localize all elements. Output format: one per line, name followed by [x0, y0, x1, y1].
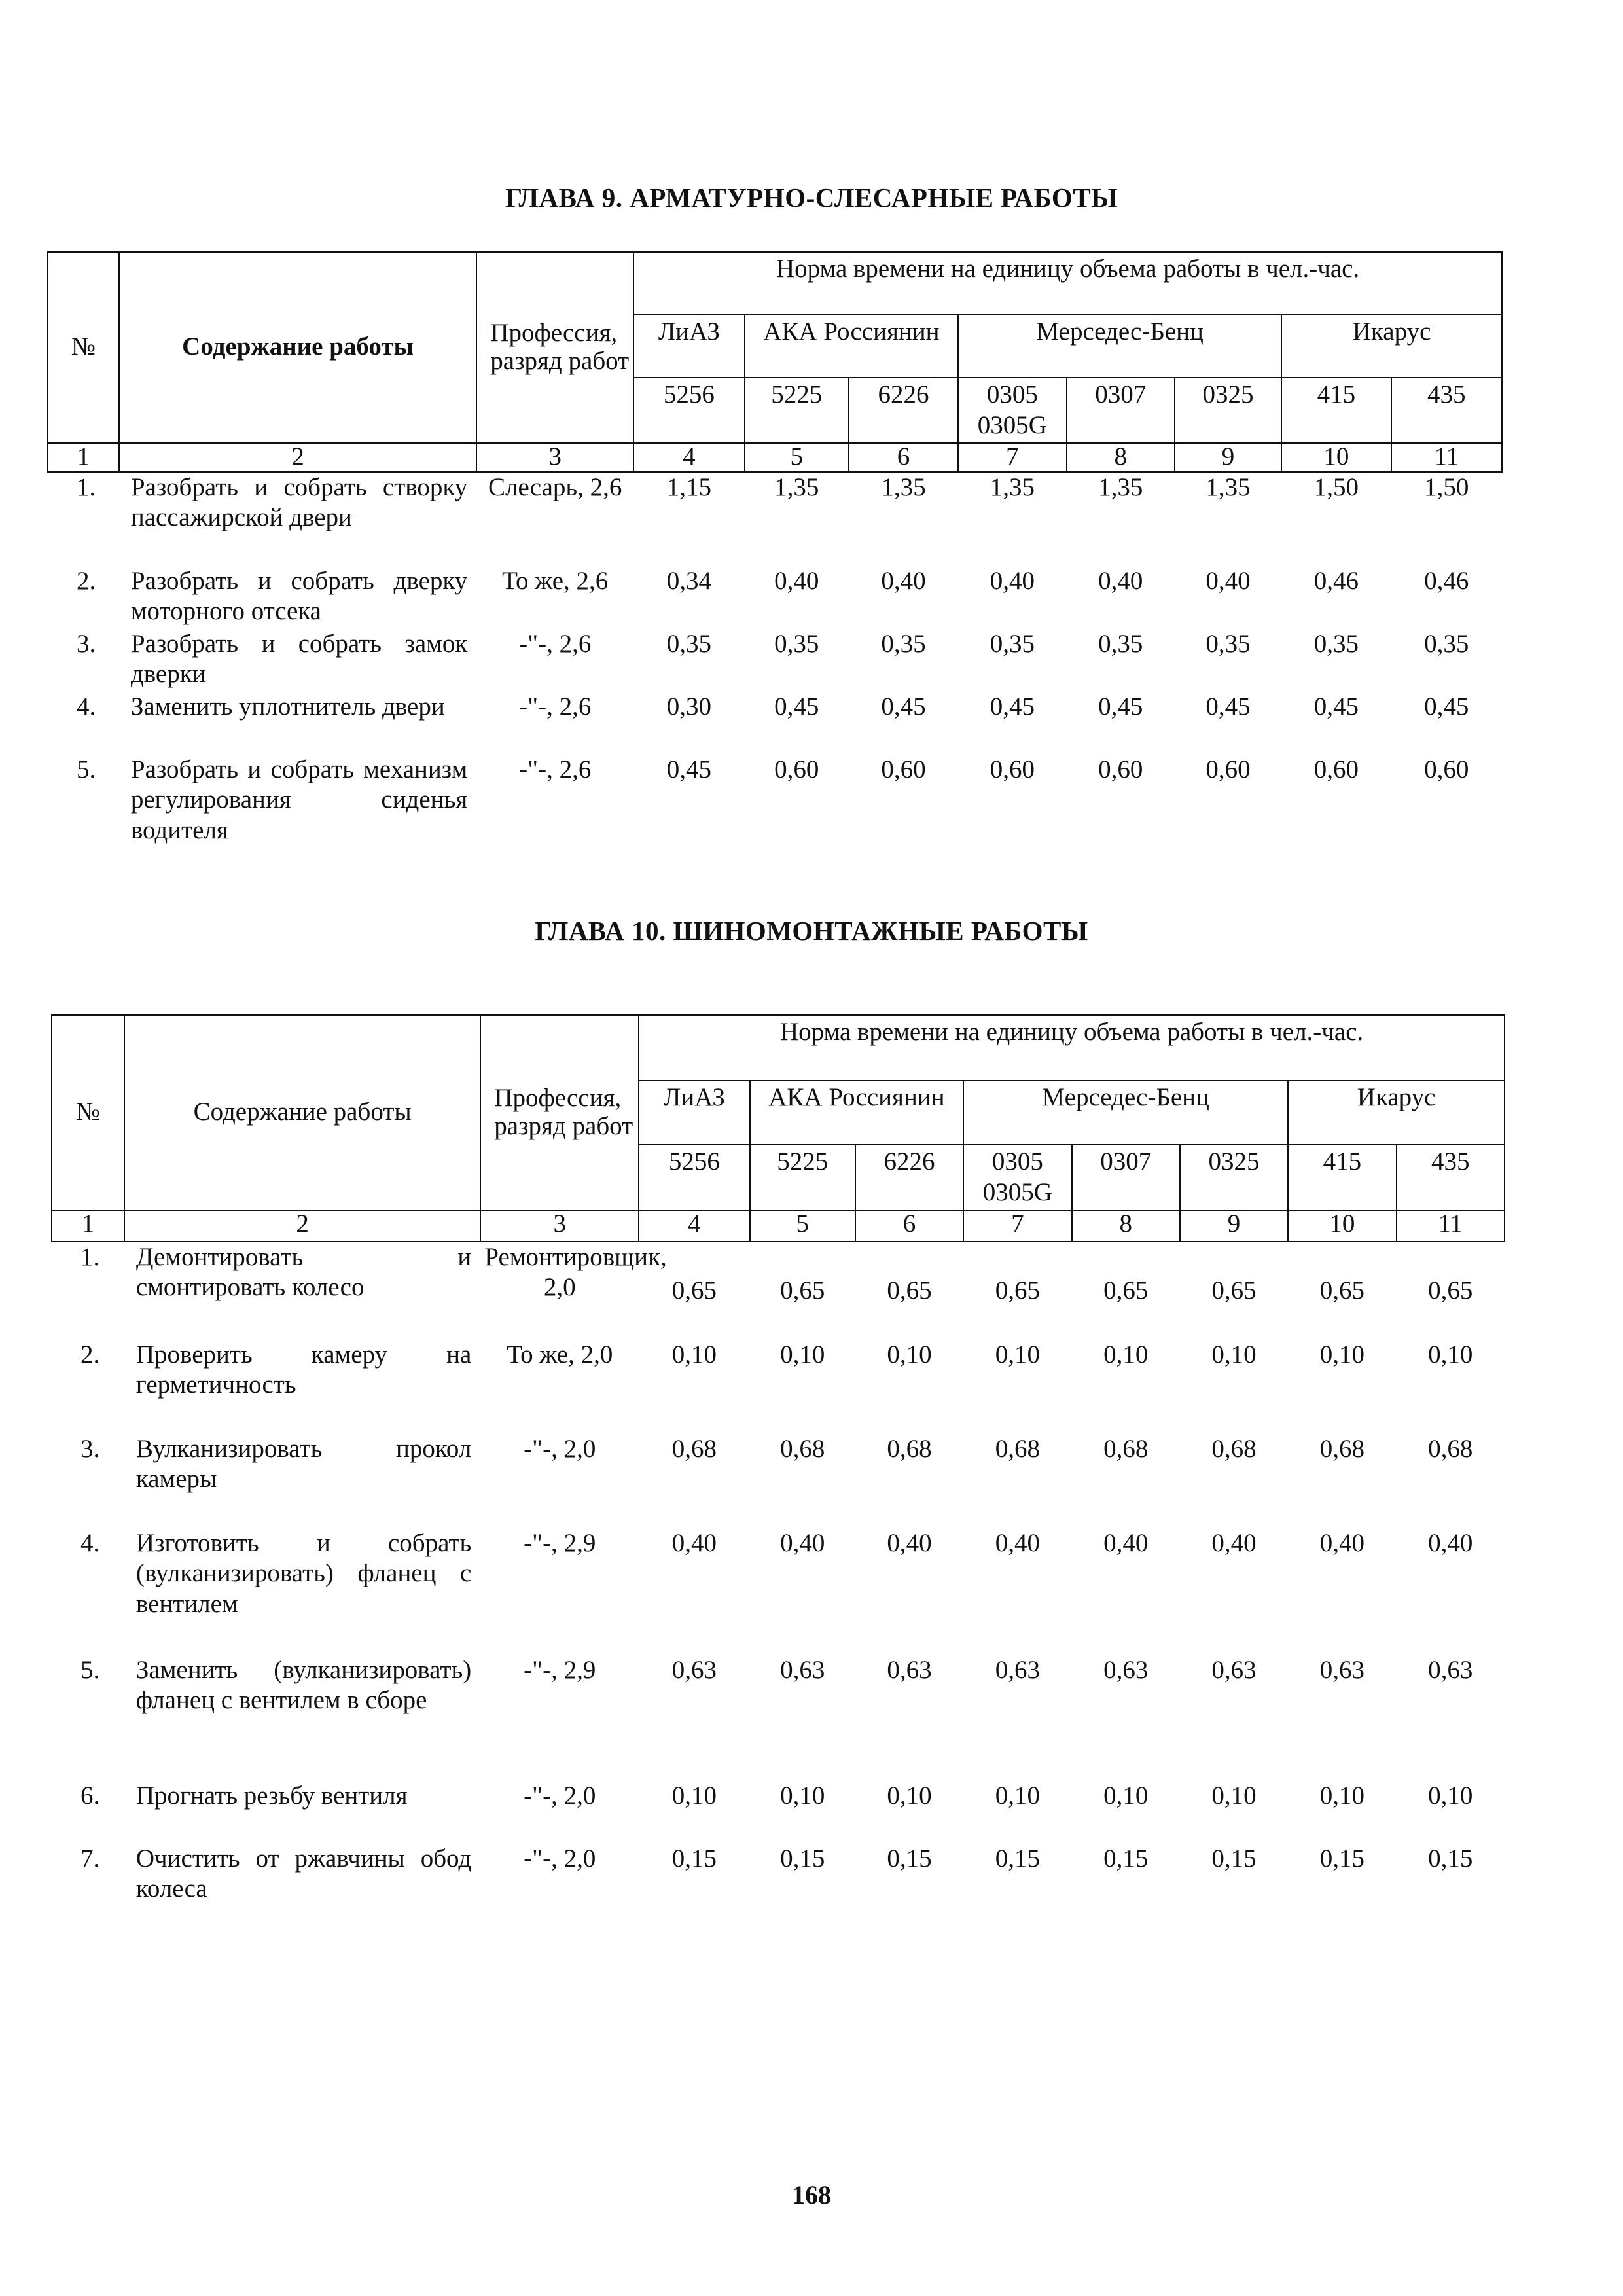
row-value: 0,68 [671, 1434, 717, 1463]
row-value: 0,60 [1098, 755, 1143, 783]
column-number: 2 [124, 1210, 480, 1242]
row-value: 0,45 [1313, 692, 1359, 721]
table-row [52, 1781, 1505, 1844]
header-brand-ikarus: Икарус [1288, 1081, 1505, 1145]
row-value: 0,34 [666, 566, 712, 595]
table-row [48, 566, 1502, 629]
row-number: 4. [77, 692, 96, 721]
row-number: 5. [80, 1655, 100, 1684]
row-value: 0,45 [666, 755, 712, 783]
row-value: 0,68 [1428, 1434, 1473, 1463]
header-work-content: Содержание работы [119, 252, 476, 443]
column-number: 1 [52, 1210, 124, 1242]
row-value: 0,10 [780, 1781, 825, 1810]
row-value: 0,10 [887, 1781, 932, 1810]
row-work: Проверить камеру на герметичность [135, 1340, 472, 1399]
row-value: 0,60 [1313, 755, 1359, 783]
row-value: 0,40 [1205, 566, 1251, 595]
column-number: 9 [1175, 443, 1281, 472]
header-model: 0325 [1175, 378, 1281, 443]
row-value: 0,65 [1103, 1276, 1149, 1304]
header-model: 0307 [1067, 378, 1175, 443]
row-profession: -"-, 2,0 [524, 1781, 596, 1810]
row-value: 0,35 [1098, 629, 1143, 658]
header-model: 0307 [1072, 1145, 1180, 1210]
row-value: 0,63 [1319, 1655, 1364, 1684]
row-value: 0,40 [887, 1528, 932, 1557]
row-value: 0,35 [1424, 629, 1469, 658]
row-value: 0,45 [1098, 692, 1143, 721]
row-value: 0,45 [990, 692, 1035, 721]
row-work: Изготовить и собрать (вулканизировать) фланец с вентилем [135, 1528, 472, 1619]
chapter-10-title: ГЛАВА 10. ШИНОМОНТАЖНЫЕ РАБОТЫ [535, 916, 1088, 946]
row-value: 0,15 [887, 1844, 932, 1873]
row-value: 0,63 [887, 1655, 932, 1684]
row-value: 0,10 [1211, 1340, 1257, 1369]
row-value: 0,63 [1428, 1655, 1473, 1684]
header-brand-ikarus: Икарус [1281, 315, 1502, 378]
row-number: 2. [80, 1340, 100, 1369]
row-value: 0,45 [774, 692, 819, 721]
row-value: 0,63 [780, 1655, 825, 1684]
row-profession: -"-, 2,9 [524, 1655, 596, 1684]
row-value: 1,15 [666, 473, 712, 501]
row-profession: -"-, 2,6 [519, 692, 592, 721]
page-number: 168 [792, 2180, 831, 2210]
header-time-norm: Норма времени на единицу объема работы в чел.-час. [633, 252, 1502, 315]
header-brand-mercedes: Мерседес-Бенц [958, 315, 1281, 378]
table-row [52, 1340, 1505, 1434]
row-work: Вулканизировать прокол камеры [135, 1434, 472, 1494]
header-brand-mercedes: Мерседес-Бенц [963, 1081, 1288, 1145]
row-value: 0,40 [1211, 1528, 1257, 1557]
row-number: 1. [77, 473, 96, 501]
row-value: 0,35 [1205, 629, 1251, 658]
row-value: 0,40 [995, 1528, 1040, 1557]
row-value: 0,35 [666, 629, 712, 658]
row-value: 0,10 [1319, 1340, 1364, 1369]
row-value: 0,65 [671, 1276, 717, 1304]
row-value: 0,63 [671, 1655, 717, 1684]
row-value: 0,40 [671, 1528, 717, 1557]
row-value: 0,68 [887, 1434, 932, 1463]
row-value: 0,10 [995, 1340, 1040, 1369]
column-number: 7 [958, 443, 1066, 472]
table-row [52, 1242, 1505, 1340]
row-profession: -"-, 2,6 [519, 629, 592, 658]
row-profession: Ремонтировщик, 2,0 [484, 1242, 667, 1302]
header-model: 5225 [745, 378, 849, 443]
row-value: 1,35 [1205, 473, 1251, 501]
row-value: 0,40 [780, 1528, 825, 1557]
row-value: 0,63 [1103, 1655, 1149, 1684]
row-value: 1,50 [1313, 473, 1359, 501]
row-value: 0,15 [671, 1844, 717, 1873]
column-number: 6 [849, 443, 958, 472]
column-number: 10 [1288, 1210, 1396, 1242]
row-value: 0,35 [990, 629, 1035, 658]
header-model: 5256 [633, 378, 744, 443]
row-value: 0,15 [780, 1844, 825, 1873]
row-profession: То же, 2,0 [507, 1340, 613, 1369]
row-value: 0,40 [1319, 1528, 1364, 1557]
header-brand-liaz: ЛиАЗ [633, 315, 744, 378]
column-number: 7 [963, 1210, 1071, 1242]
row-value: 0,65 [995, 1276, 1040, 1304]
table-header [52, 1015, 1505, 1242]
table-row [48, 629, 1502, 692]
row-value: 0,35 [774, 629, 819, 658]
header-brand-aka: АКА Россиянин [750, 1081, 964, 1145]
row-value: 0,15 [1428, 1844, 1473, 1873]
header-model: 0305 0305G [963, 1145, 1071, 1210]
row-value: 0,10 [671, 1340, 717, 1369]
header-model: 0305 0305G [958, 378, 1066, 443]
table-header [48, 252, 1502, 472]
row-value: 0,60 [1424, 755, 1469, 783]
row-value: 0,45 [1424, 692, 1469, 721]
header-model: 6226 [855, 1145, 963, 1210]
header-model: 6226 [849, 378, 958, 443]
row-value: 0,15 [1319, 1844, 1364, 1873]
row-number: 3. [77, 629, 96, 658]
row-value: 0,10 [887, 1340, 932, 1369]
row-value: 0,15 [995, 1844, 1040, 1873]
row-value: 0,40 [990, 566, 1035, 595]
row-value: 0,46 [1424, 566, 1469, 595]
row-work: Разобрать и собрать замок дверки [130, 629, 468, 689]
row-value: 0,45 [1205, 692, 1251, 721]
row-value: 0,10 [780, 1340, 825, 1369]
row-value: 0,60 [1205, 755, 1251, 783]
row-value: 0,10 [1103, 1340, 1149, 1369]
table-row [52, 1655, 1505, 1781]
header-model: 5256 [639, 1145, 749, 1210]
row-number: 5. [77, 755, 96, 783]
row-value: 1,35 [990, 473, 1035, 501]
column-number: 9 [1180, 1210, 1288, 1242]
row-work: Разобрать и собрать дверку моторного отсека [130, 566, 468, 626]
row-work: Демонтировать и смонтировать колесо [135, 1242, 472, 1302]
header-work-content: Содержание работы [124, 1015, 480, 1210]
column-number: 1 [48, 443, 119, 472]
column-number: 11 [1391, 443, 1502, 472]
row-number: 1. [80, 1242, 100, 1271]
row-value: 0,40 [881, 566, 926, 595]
row-value: 0,10 [995, 1781, 1040, 1810]
row-value: 0,35 [881, 629, 926, 658]
chapter-10-table [51, 1014, 1505, 1909]
header-model: 415 [1288, 1145, 1396, 1210]
row-work: Прогнать резьбу вентиля [135, 1781, 408, 1810]
table-row [48, 472, 1502, 566]
row-value: 0,68 [1319, 1434, 1364, 1463]
row-value: 0,45 [881, 692, 926, 721]
row-work: Очистить от ржавчины обод колеса [135, 1844, 472, 1903]
column-number: 5 [750, 1210, 855, 1242]
row-value: 0,10 [1211, 1781, 1257, 1810]
column-number: 4 [639, 1210, 749, 1242]
row-value: 0,65 [887, 1276, 932, 1304]
row-profession: -"-, 2,0 [524, 1844, 596, 1873]
row-profession: Слесарь, 2,6 [488, 473, 622, 501]
column-number: 11 [1397, 1210, 1505, 1242]
row-value: 0,65 [1428, 1276, 1473, 1304]
row-work: Заменить (вулканизировать) фланец с вентилем в сборе [135, 1655, 472, 1715]
column-number: 4 [633, 443, 744, 472]
column-number: 2 [119, 443, 476, 472]
chapter-9-title: ГЛАВА 9. АРМАТУРНО-СЛЕСАРНЫЕ РАБОТЫ [505, 183, 1118, 213]
row-number: 6. [80, 1781, 100, 1810]
row-value: 0,15 [1211, 1844, 1257, 1873]
row-value: 1,35 [881, 473, 926, 501]
row-value: 0,40 [1103, 1528, 1149, 1557]
row-value: 0,65 [780, 1276, 825, 1304]
row-value: 0,15 [1103, 1844, 1149, 1873]
header-model: 415 [1281, 378, 1391, 443]
row-value: 0,63 [1211, 1655, 1257, 1684]
row-value: 0,40 [1428, 1528, 1473, 1557]
column-number: 8 [1072, 1210, 1180, 1242]
row-value: 0,35 [1313, 629, 1359, 658]
row-profession: -"-, 2,6 [519, 755, 592, 783]
table-row [52, 1528, 1505, 1655]
header-brand-aka: АКА Россиянин [745, 315, 959, 378]
row-value: 0,40 [1098, 566, 1143, 595]
header-model: 435 [1397, 1145, 1505, 1210]
header-model: 435 [1391, 378, 1502, 443]
chapter-9-table [47, 251, 1503, 849]
column-number: 6 [855, 1210, 963, 1242]
row-profession: -"-, 2,0 [524, 1434, 596, 1463]
column-number: 5 [745, 443, 849, 472]
row-value: 0,10 [1319, 1781, 1364, 1810]
header-number: № [48, 252, 119, 443]
header-profession: Профессия, разряд работ [476, 252, 633, 443]
header-brand-liaz: ЛиАЗ [639, 1081, 749, 1145]
header-number: № [52, 1015, 124, 1210]
row-profession: То же, 2,6 [502, 566, 609, 595]
row-value: 0,65 [1211, 1276, 1257, 1304]
row-work: Заменить уплотнитель двери [130, 692, 445, 721]
column-number: 10 [1281, 443, 1391, 472]
row-work: Разобрать и собрать створку пассажирской двери [130, 473, 468, 532]
column-number: 3 [476, 443, 633, 472]
row-value: 1,35 [1098, 473, 1143, 501]
row-value: 0,68 [995, 1434, 1040, 1463]
row-value: 0,10 [1428, 1781, 1473, 1810]
row-value: 0,40 [774, 566, 819, 595]
header-model: 0325 [1180, 1145, 1288, 1210]
row-value: 0,68 [1103, 1434, 1149, 1463]
header-time-norm: Норма времени на единицу объема работы в чел.-час. [639, 1015, 1505, 1081]
row-number: 3. [80, 1434, 100, 1463]
row-value: 0,68 [780, 1434, 825, 1463]
row-value: 0,60 [881, 755, 926, 783]
row-number: 7. [80, 1844, 100, 1873]
table-row [52, 1434, 1505, 1528]
table-row [48, 692, 1502, 755]
row-value: 0,10 [1103, 1781, 1149, 1810]
row-work: Разобрать и собрать механизм регулирования сиденья водителя [130, 755, 468, 845]
row-value: 0,65 [1319, 1276, 1364, 1304]
row-value: 0,68 [1211, 1434, 1257, 1463]
row-value: 0,46 [1313, 566, 1359, 595]
row-number: 4. [80, 1528, 100, 1557]
row-profession: -"-, 2,9 [524, 1528, 596, 1557]
column-number: 8 [1067, 443, 1175, 472]
header-model: 5225 [750, 1145, 855, 1210]
row-value: 1,50 [1424, 473, 1469, 501]
row-value: 0,10 [671, 1781, 717, 1810]
column-number: 3 [480, 1210, 639, 1242]
row-value: 0,10 [1428, 1340, 1473, 1369]
row-number: 2. [77, 566, 96, 595]
row-value: 0,63 [995, 1655, 1040, 1684]
table-row [52, 1844, 1505, 1909]
row-value: 0,60 [774, 755, 819, 783]
header-profession: Профессия, разряд работ [480, 1015, 639, 1210]
table-row [48, 755, 1502, 849]
row-value: 1,35 [774, 473, 819, 501]
row-value: 0,30 [666, 692, 712, 721]
row-value: 0,60 [990, 755, 1035, 783]
